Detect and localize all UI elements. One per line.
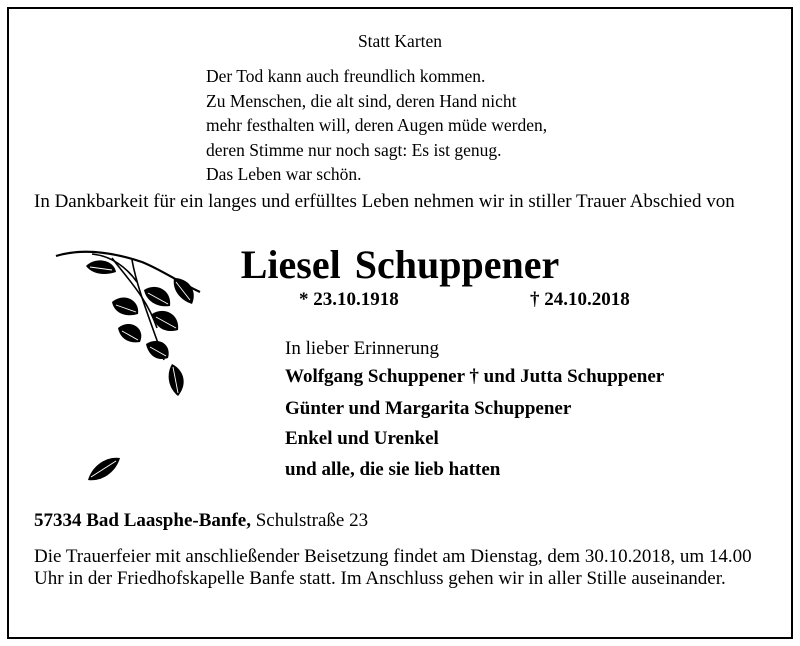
poem-line: Zu Menschen, die alt sind, deren Hand nicht	[206, 90, 517, 111]
poem-line: Der Tod kann auch freundlich kommen.	[206, 66, 486, 86]
poem-line: Das Leben war schön.	[206, 164, 362, 184]
mourner-line: Wolfgang Schuppener † und Jutta Schuppener	[285, 366, 665, 387]
poem-line: mehr festhalten will, deren Augen müde werden,	[206, 115, 548, 135]
address-place: 57334 Bad Laasphe-Banfe,	[34, 510, 251, 531]
first-name: Liesel	[240, 242, 341, 287]
death-date: † 24.10.2018	[530, 289, 630, 310]
address-street: Schulstraße 23	[255, 510, 369, 531]
intro-text: In Dankbarkeit für ein langes und erfülltes Leben nehmen wir in stiller Trauer Abschied von	[34, 191, 735, 212]
falling-leaf-icon	[166, 362, 188, 398]
mourner-line: und alle, die sie lieb hatten	[285, 459, 501, 480]
poem	[206, 64, 547, 187]
birth-date: * 23.10.1918	[299, 289, 399, 310]
birch-branch-icon	[52, 248, 212, 408]
address	[34, 510, 368, 532]
funeral-notice: Die Trauerfeier mit anschließender Beisetzung findet am Dienstag, dem 30.10.2018, um 14.00 Uhr in der Friedhofskapelle Banfe statt. Im Anschluss gehen wir in aller Stille auseinander.	[34, 546, 752, 589]
last-name: Schuppener	[354, 242, 560, 287]
mourner-line: Enkel und Urenkel	[285, 428, 439, 449]
falling-leaf-icon	[86, 452, 122, 484]
mourner-line: Günter und Margarita Schuppener	[285, 398, 572, 419]
header-statt-karten: Statt Karten	[357, 31, 443, 51]
mourners-heading: In lieber Erinnerung	[285, 338, 440, 359]
poem-line: deren Stimme nur noch sagt: Es ist genug.	[206, 139, 502, 160]
